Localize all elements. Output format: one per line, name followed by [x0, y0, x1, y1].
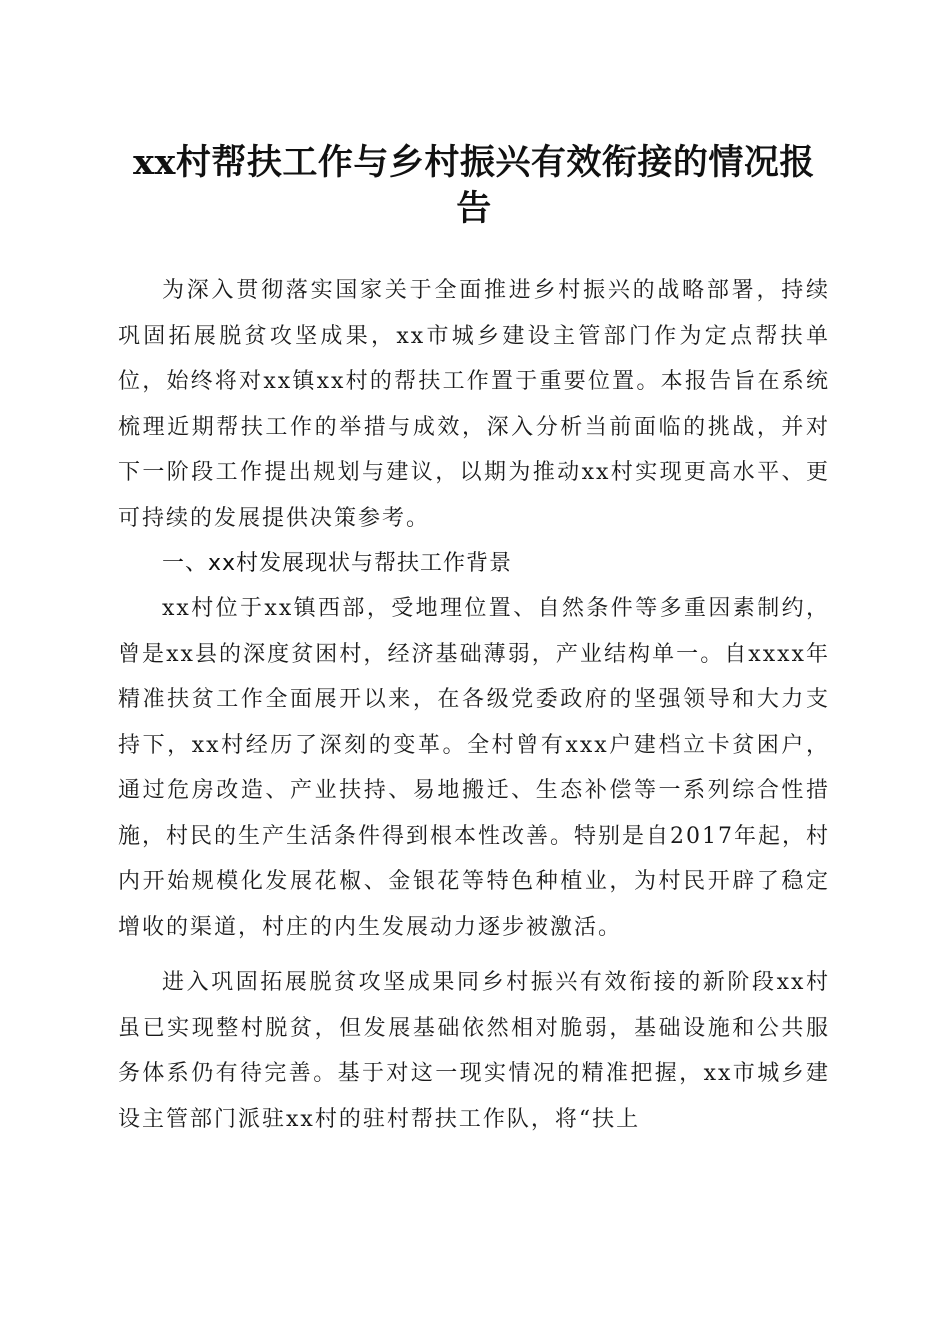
document-body: [118, 268, 830, 1142]
section-heading: 一、xx村发展现状与帮扶工作背景: [162, 551, 513, 576]
intro-paragraph: 为深入贯彻落实国家关于全面推进乡村振兴的战略部署，持续巩固拓展脱贫攻坚成果，xx市城乡建设主管部门作为定点帮扶单位，始终将对xx镇xx村的帮扶工作置于重要位置。本报告旨在系统梳理近期帮扶工作的举措与成效，深入分析当前面临的挑战，并对下一阶段工作提出规划与建议，以期为推动xx村实现更高水平、更可持续的发展提供决策参考。: [118, 278, 830, 531]
body-paragraph: 进入巩固拓展脱贫攻坚成果同乡村振兴有效衔接的新阶段xx村虽已实现整村脱贫，但发展基础依然相对脆弱，基础设施和公共服务体系仍有待完善。基于对这一现实情况的精准把握，xx市城乡建设主管部门派驻xx村的驻村帮扶工作队，将“扶上: [118, 970, 830, 1132]
body-paragraph: xx村位于xx镇西部，受地理位置、自然条件等多重因素制约，曾是xx县的深度贫困村，经济基础薄弱，产业结构单一。自xxxx年精准扶贫工作全面展开以来，在各级党委政府的坚强领导和大力支持下，xx村经历了深刻的变革。全村曾有xxx户建档立卡贫困户，通过危房改造、产业扶持、易地搬迁、生态补偿等一系列综合性措施，村民的生产生活条件得到根本性改善。特别是自2017年起，村内开始规模化发展花椒、金银花等特色种植业，为村民开辟了稳定增收的渠道，村庄的内生发展动力逐步被激活。: [118, 596, 830, 940]
document-title: xx村帮扶工作与乡村振兴有效衔接的情况报告: [133, 142, 815, 229]
